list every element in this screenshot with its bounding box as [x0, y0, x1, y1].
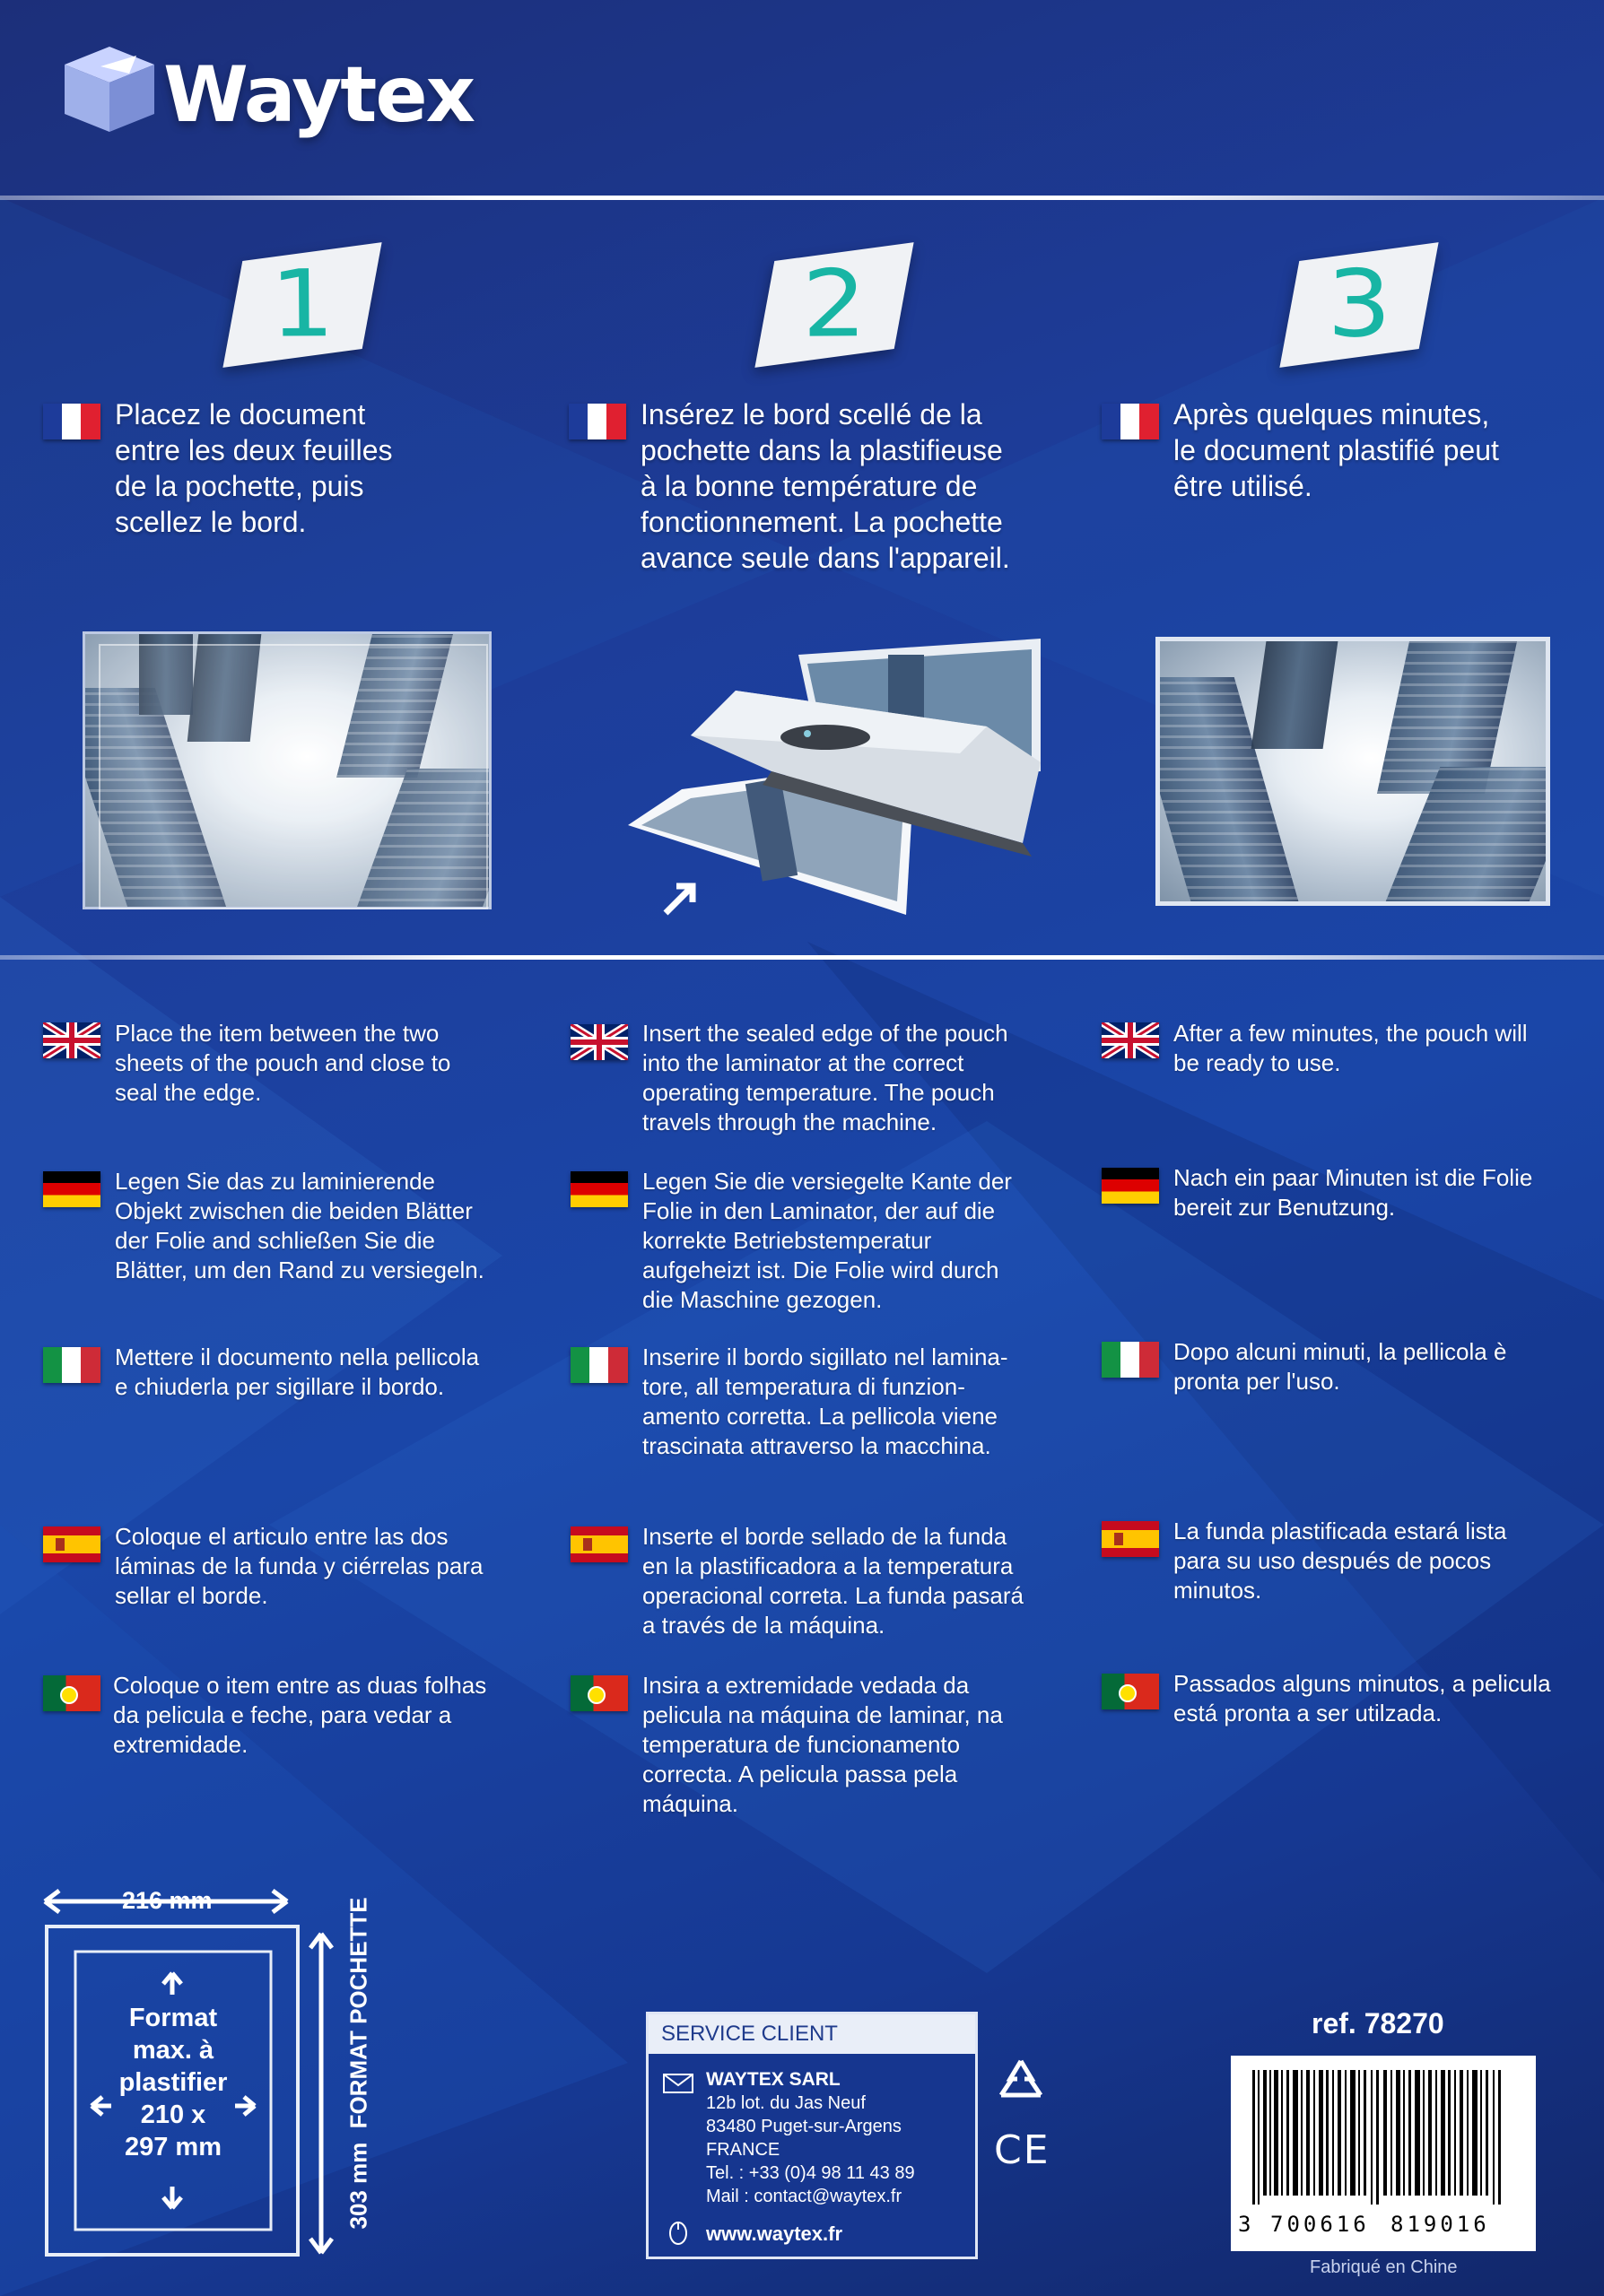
top-divider: [0, 196, 1604, 200]
step-2-de-text: Legen Sie die versiegelte Kante der Folie in den Laminator, der auf die korrekte Betriebstemperatur aufgeheizt ist. Die Folie wird durch die Maschine gezogen.: [642, 1168, 1012, 1313]
flag-it-icon: [1102, 1342, 1159, 1378]
company-name: WAYTEX SARL: [706, 2069, 841, 2090]
barcode-bars: [1251, 2070, 1520, 2205]
website-link: www.waytex.fr: [706, 2222, 843, 2245]
flag-es-icon: [571, 1526, 628, 1562]
step-3-en-text: After a few minutes, the pouch will be ready to use.: [1173, 1020, 1528, 1076]
address-line-1: 12b lot. du Jas Neuf: [706, 2093, 866, 2113]
flag-es-icon: [1102, 1521, 1159, 1557]
logo-box-icon: [47, 38, 163, 136]
flag-fr-icon: [43, 404, 100, 439]
step-1-de-text: Legen Sie das zu laminierende Objekt zwischen die beiden Blätter der Folie and schließen Sie die Blätter, um den Rand zu versiegeln.: [115, 1168, 484, 1283]
flag-es-icon: [43, 1526, 100, 1562]
step-1-it-text: Mettere il documento nella pellicola e chiuderla per sigillare il bordo.: [115, 1344, 480, 1400]
flag-pt-icon: [43, 1675, 100, 1711]
step-2-it-text: Inserire il bordo sigillato nel lamina- tore, all temperatura di funzion- amento corretta. La pellicola viene trascinata attraverso la macchina.: [642, 1344, 1008, 1459]
service-client-box: [646, 2012, 978, 2259]
step-3-fr-text: Après quelques minutes, le document plastifié peut être utilisé.: [1173, 398, 1499, 502]
step-2-en-text: Insert the sealed edge of the pouch into the laminator at the correct operating temperature. The pouch travels through the machine.: [642, 1020, 1008, 1135]
step-2-number: 2: [801, 250, 867, 359]
flag-uk-icon: [43, 1022, 100, 1058]
address-country: FRANCE: [706, 2140, 780, 2160]
step-1-en-text: Place the item between the two sheets of the pouch and close to seal the edge.: [115, 1020, 451, 1106]
step-1-pt-text: Coloque o item entre as duas folhas da pelicula e feche, para vedar a extremidade.: [113, 1672, 487, 1758]
step-3-de-text: Nach ein paar Minuten ist die Folie bereit zur Benutzung.: [1173, 1164, 1533, 1221]
recycle-icon: [994, 2056, 1048, 2109]
made-in-label: Fabriqué en Chine: [1310, 2257, 1458, 2277]
barcode: [1231, 2056, 1536, 2251]
pouch-height-value: 303 mm: [344, 2142, 372, 2230]
step-3-photo: [1155, 637, 1550, 906]
barcode-digit-prefix: 3: [1238, 2212, 1251, 2237]
flag-pt-icon: [1102, 1674, 1159, 1709]
step-2-es-text: Inserte el borde sellado de la funda en la plastificadora a la temperatura operacional correta. La funda pasará a través de la máquina.: [642, 1523, 1024, 1639]
flag-uk-icon: [571, 1024, 628, 1060]
step-2-pt-text: Insira a extremidade vedada da pelicula na máquina de laminar, na temperatura de funcionamento correcta. A pelicula passa pela máquina.: [642, 1672, 1003, 1817]
insert-arrow-icon: [658, 875, 703, 920]
brand-name: Waytex: [163, 50, 475, 140]
step-2-badge: [754, 242, 913, 368]
step-1-fr-text: Placez le document entre les deux feuilles de la pochette, puis scellez le bord.: [115, 398, 393, 538]
flag-fr-icon: [569, 404, 626, 439]
step-3-it-text: Dopo alcuni minuti, la pellicola è pronta per l'uso.: [1173, 1338, 1507, 1395]
step-3-pt-text: Passados alguns minutos, a pelicula está pronta a ser utilzada.: [1173, 1670, 1551, 1726]
step-3-es-text: La funda plastificada estará lista para su uso después de pocos minutos.: [1173, 1518, 1507, 1604]
step-2-fr-text: Insérez le bord scellé de la pochette dans la plastifieuse à la bonne température de fonctionnement. La pochette avance seule dans l'appareil.: [641, 398, 1010, 574]
product-ref: ref. 78270: [1312, 2007, 1444, 2039]
flag-pt-icon: [571, 1675, 628, 1711]
flag-it-icon: [43, 1347, 100, 1383]
flag-uk-icon: [1102, 1022, 1159, 1058]
step-3-badge: [1279, 242, 1438, 368]
step-1-number: 1: [269, 250, 336, 359]
flag-it-icon: [571, 1347, 628, 1383]
pouch-width-label: 216 mm: [122, 1887, 213, 1914]
service-client-title: SERVICE CLIENT: [649, 2014, 975, 2054]
address-line-2: 83480 Puget-sur-Argens: [706, 2117, 902, 2136]
service-address: [706, 2068, 915, 2208]
barcode-digits-right: 819016: [1390, 2212, 1490, 2237]
mouse-icon: [665, 2219, 692, 2246]
step-3-number: 3: [1326, 250, 1392, 359]
max-format-label: Format max. à plastifier 210 x 297 mm: [118, 2004, 228, 2161]
step-1-badge: [222, 242, 381, 368]
flag-de-icon: [1102, 1168, 1159, 1204]
flag-de-icon: [43, 1171, 100, 1207]
pouch-overlay: [99, 644, 488, 909]
email-address: Mail : contact@waytex.fr: [706, 2187, 902, 2206]
step-1-es-text: Coloque el articulo entre las dos láminas de la funda y ciérrelas para sellar el borde.: [115, 1523, 484, 1609]
flag-de-icon: [571, 1171, 628, 1207]
envelope-icon: [663, 2074, 693, 2093]
flag-fr-icon: [1102, 404, 1159, 439]
barcode-digits-left: 700616: [1270, 2212, 1370, 2237]
phone-number: Tel. : +33 (0)4 98 11 43 89: [706, 2163, 915, 2183]
ce-mark-icon: CE: [994, 2127, 1050, 2173]
pouch-format-label: FORMAT POCHETTE: [344, 1897, 372, 2129]
pouch-height-label: [344, 1897, 373, 2230]
middle-divider: [0, 955, 1604, 960]
brand-logo: [47, 32, 477, 140]
